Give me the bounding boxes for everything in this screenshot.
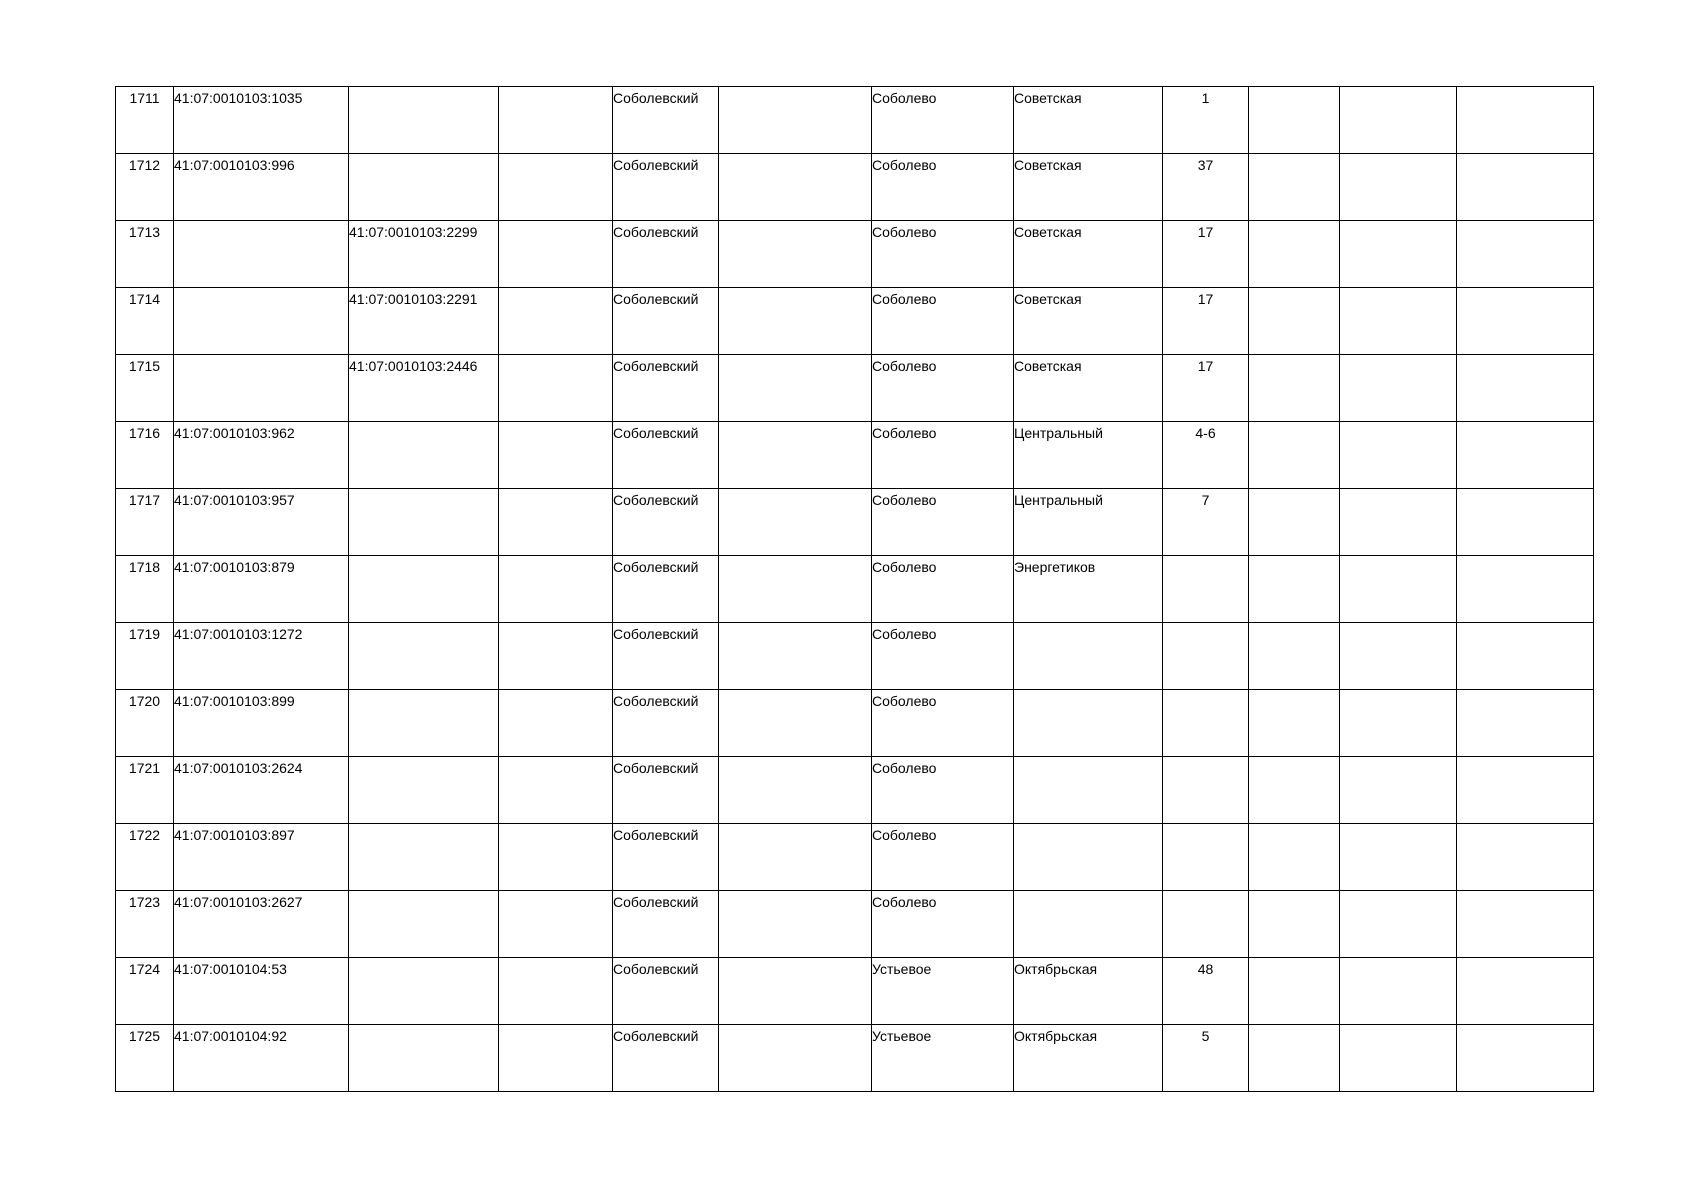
- empty-cell: [499, 154, 613, 221]
- empty-cell: [1457, 556, 1594, 623]
- settlement-cell: [872, 489, 1014, 556]
- district-cell: [613, 87, 719, 154]
- row-number-text: 1715: [128, 358, 161, 374]
- street-cell: [1014, 958, 1163, 1025]
- cadastral-number-building: [349, 489, 499, 556]
- table-row: [116, 757, 1594, 824]
- empty-cell: [1457, 891, 1594, 958]
- cadastral-number: [174, 556, 349, 623]
- district-cell-text: Соболевский: [613, 90, 699, 106]
- table-row: [116, 958, 1594, 1025]
- house-number-cell: [1163, 757, 1249, 824]
- cadastral-number-text: 41:07:0010103:962: [174, 425, 295, 441]
- house-number-cell-text: 37: [1197, 157, 1214, 173]
- empty-cell: [1340, 824, 1457, 891]
- cadastral-number-building: [349, 623, 499, 690]
- district-cell: [613, 757, 719, 824]
- empty-cell: [719, 824, 872, 891]
- cadastral-number-building: [349, 891, 499, 958]
- settlement-cell-text: Соболево: [872, 358, 937, 374]
- table-row: [116, 489, 1594, 556]
- empty-cell: [499, 623, 613, 690]
- street-cell: [1014, 87, 1163, 154]
- settlement-cell-text: Устьевое: [872, 961, 932, 977]
- cadastral-number-text: 41:07:0010104:53: [174, 961, 287, 977]
- empty-cell: [1457, 623, 1594, 690]
- row-number-text: 1716: [128, 425, 161, 441]
- table-row: [116, 824, 1594, 891]
- settlement-cell: [872, 757, 1014, 824]
- row-number-text: 1722: [128, 827, 161, 843]
- empty-cell: [499, 489, 613, 556]
- street-cell: [1014, 891, 1163, 958]
- street-cell: [1014, 824, 1163, 891]
- empty-cell: [719, 154, 872, 221]
- cadastral-number-text: 41:07:0010103:1035: [174, 90, 303, 106]
- row-number: [116, 623, 174, 690]
- district-cell: [613, 958, 719, 1025]
- empty-cell: [1249, 757, 1340, 824]
- house-number-cell-text: 1: [1201, 90, 1210, 106]
- cadastral-number-building-text: 41:07:0010103:2446: [349, 358, 478, 374]
- street-cell: [1014, 1025, 1163, 1092]
- cadastral-number-building: [349, 87, 499, 154]
- empty-cell: [1340, 891, 1457, 958]
- settlement-cell: [872, 623, 1014, 690]
- house-number-cell: [1163, 958, 1249, 1025]
- settlement-cell-text: Соболево: [872, 90, 937, 106]
- district-cell: [613, 556, 719, 623]
- table-row: [116, 690, 1594, 757]
- settlement-cell-text: Соболево: [872, 559, 937, 575]
- house-number-cell: [1163, 623, 1249, 690]
- cadastral-number-text: 41:07:0010104:92: [174, 1028, 287, 1044]
- district-cell-text: Соболевский: [613, 693, 699, 709]
- table-row: [116, 154, 1594, 221]
- cadastral-number-building: [349, 422, 499, 489]
- house-number-cell: [1163, 556, 1249, 623]
- cadastral-number: [174, 288, 349, 355]
- empty-cell: [719, 422, 872, 489]
- settlement-cell-text: Соболево: [872, 291, 937, 307]
- row-number: [116, 958, 174, 1025]
- row-number-text: 1719: [128, 626, 161, 642]
- house-number-cell: [1163, 489, 1249, 556]
- district-cell: [613, 690, 719, 757]
- empty-cell: [1249, 891, 1340, 958]
- empty-cell: [1457, 355, 1594, 422]
- empty-cell: [499, 757, 613, 824]
- empty-cell: [1249, 623, 1340, 690]
- table-row: [116, 221, 1594, 288]
- settlement-cell: [872, 891, 1014, 958]
- house-number-cell: [1163, 690, 1249, 757]
- empty-cell: [499, 221, 613, 288]
- empty-cell: [1340, 690, 1457, 757]
- cadastral-number-building: [349, 824, 499, 891]
- empty-cell: [719, 489, 872, 556]
- house-number-cell: [1163, 87, 1249, 154]
- house-number-cell-text: 7: [1201, 492, 1210, 508]
- row-number-text: 1717: [128, 492, 161, 508]
- district-cell: [613, 221, 719, 288]
- empty-cell: [1340, 355, 1457, 422]
- district-cell-text: Соболевский: [613, 425, 699, 441]
- row-number-text: 1721: [128, 760, 161, 776]
- street-cell-text: Советская: [1014, 90, 1082, 106]
- street-cell-text: Советская: [1014, 358, 1082, 374]
- cadastral-number: [174, 422, 349, 489]
- empty-cell: [1340, 489, 1457, 556]
- street-cell-text: Октябрьская: [1014, 1028, 1098, 1044]
- row-number-text: 1714: [128, 291, 161, 307]
- district-cell: [613, 623, 719, 690]
- cadastral-number: [174, 87, 349, 154]
- cadastral-number-building: [349, 355, 499, 422]
- empty-cell: [1457, 489, 1594, 556]
- settlement-cell-text: Соболево: [872, 760, 937, 776]
- empty-cell: [719, 690, 872, 757]
- row-number: [116, 221, 174, 288]
- settlement-cell: [872, 958, 1014, 1025]
- empty-cell: [499, 824, 613, 891]
- district-cell-text: Соболевский: [613, 291, 699, 307]
- street-cell-text: Советская: [1014, 157, 1082, 173]
- cadastral-number: [174, 154, 349, 221]
- district-cell-text: Соболевский: [613, 760, 699, 776]
- empty-cell: [1340, 288, 1457, 355]
- row-number: [116, 422, 174, 489]
- house-number-cell: [1163, 154, 1249, 221]
- empty-cell: [1249, 489, 1340, 556]
- cadastral-number-building: [349, 958, 499, 1025]
- empty-cell: [1457, 422, 1594, 489]
- settlement-cell-text: Соболево: [872, 157, 937, 173]
- settlement-cell: [872, 288, 1014, 355]
- table-row: [116, 288, 1594, 355]
- settlement-cell: [872, 556, 1014, 623]
- empty-cell: [1249, 690, 1340, 757]
- settlement-cell-text: Соболево: [872, 827, 937, 843]
- street-cell: [1014, 288, 1163, 355]
- empty-cell: [719, 1025, 872, 1092]
- registry-table: [115, 86, 1594, 1092]
- cadastral-number-building: [349, 1025, 499, 1092]
- house-number-cell: [1163, 422, 1249, 489]
- registry-body: [116, 87, 1594, 1092]
- street-cell: [1014, 154, 1163, 221]
- district-cell: [613, 891, 719, 958]
- empty-cell: [1340, 1025, 1457, 1092]
- empty-cell: [1457, 1025, 1594, 1092]
- empty-cell: [1249, 355, 1340, 422]
- empty-cell: [499, 355, 613, 422]
- empty-cell: [1457, 958, 1594, 1025]
- cadastral-number-building: [349, 288, 499, 355]
- cadastral-number-text: 41:07:0010103:899: [174, 693, 295, 709]
- empty-cell: [719, 556, 872, 623]
- table-row: [116, 355, 1594, 422]
- settlement-cell-text: Соболево: [872, 492, 937, 508]
- cadastral-number: [174, 824, 349, 891]
- table-row: [116, 422, 1594, 489]
- district-cell-text: Соболевский: [613, 492, 699, 508]
- empty-cell: [719, 891, 872, 958]
- row-number-text: 1718: [128, 559, 161, 575]
- empty-cell: [1249, 422, 1340, 489]
- row-number: [116, 891, 174, 958]
- house-number-cell: [1163, 221, 1249, 288]
- house-number-cell-text: 17: [1197, 358, 1214, 374]
- house-number-cell-text: 48: [1197, 961, 1214, 977]
- street-cell: [1014, 623, 1163, 690]
- district-cell: [613, 1025, 719, 1092]
- row-number: [116, 824, 174, 891]
- street-cell: [1014, 489, 1163, 556]
- settlement-cell-text: Устьевое: [872, 1028, 932, 1044]
- empty-cell: [1457, 221, 1594, 288]
- settlement-cell: [872, 154, 1014, 221]
- district-cell: [613, 288, 719, 355]
- cadastral-number-text: 41:07:0010103:2624: [174, 760, 303, 776]
- cadastral-number: [174, 489, 349, 556]
- district-cell-text: Соболевский: [613, 961, 699, 977]
- empty-cell: [1249, 288, 1340, 355]
- empty-cell: [719, 623, 872, 690]
- empty-cell: [1249, 154, 1340, 221]
- row-number: [116, 757, 174, 824]
- row-number-text: 1725: [128, 1028, 161, 1044]
- street-cell-text: Советская: [1014, 224, 1082, 240]
- district-cell-text: Соболевский: [613, 827, 699, 843]
- cadastral-number: [174, 623, 349, 690]
- empty-cell: [499, 422, 613, 489]
- empty-cell: [499, 288, 613, 355]
- empty-cell: [1457, 154, 1594, 221]
- cadastral-number-text: 41:07:0010103:1272: [174, 626, 303, 642]
- district-cell-text: Соболевский: [613, 157, 699, 173]
- cadastral-number-building: [349, 556, 499, 623]
- cadastral-number: [174, 221, 349, 288]
- street-cell-text: Центральный: [1014, 425, 1103, 441]
- row-number-text: 1712: [128, 157, 161, 173]
- empty-cell: [1457, 288, 1594, 355]
- row-number: [116, 87, 174, 154]
- cadastral-number-building-text: 41:07:0010103:2291: [349, 291, 478, 307]
- row-number: [116, 154, 174, 221]
- row-number: [116, 288, 174, 355]
- empty-cell: [1340, 958, 1457, 1025]
- district-cell: [613, 154, 719, 221]
- row-number-text: 1713: [128, 224, 161, 240]
- settlement-cell: [872, 824, 1014, 891]
- street-cell: [1014, 690, 1163, 757]
- empty-cell: [1340, 154, 1457, 221]
- empty-cell: [499, 87, 613, 154]
- settlement-cell: [872, 87, 1014, 154]
- district-cell: [613, 824, 719, 891]
- district-cell: [613, 489, 719, 556]
- house-number-cell: [1163, 824, 1249, 891]
- street-cell-text: Энергетиков: [1014, 559, 1096, 575]
- house-number-cell: [1163, 355, 1249, 422]
- cadastral-number-building: [349, 690, 499, 757]
- empty-cell: [719, 355, 872, 422]
- row-number-text: 1711: [129, 90, 160, 106]
- cadastral-number: [174, 1025, 349, 1092]
- settlement-cell: [872, 422, 1014, 489]
- empty-cell: [1340, 757, 1457, 824]
- row-number: [116, 355, 174, 422]
- cadastral-number-text: 41:07:0010103:897: [174, 827, 295, 843]
- district-cell-text: Соболевский: [613, 358, 699, 374]
- cadastral-number-text: 41:07:0010103:879: [174, 559, 295, 575]
- empty-cell: [1340, 556, 1457, 623]
- cadastral-number: [174, 958, 349, 1025]
- empty-cell: [719, 757, 872, 824]
- district-cell-text: Соболевский: [613, 894, 699, 910]
- cadastral-number: [174, 690, 349, 757]
- table-row: [116, 1025, 1594, 1092]
- cadastral-number-building: [349, 221, 499, 288]
- empty-cell: [1249, 556, 1340, 623]
- cadastral-number-building-text: 41:07:0010103:2299: [349, 224, 478, 240]
- cadastral-number: [174, 355, 349, 422]
- district-cell-text: Соболевский: [613, 1028, 699, 1044]
- empty-cell: [499, 556, 613, 623]
- empty-cell: [1249, 958, 1340, 1025]
- row-number: [116, 556, 174, 623]
- cadastral-number-building: [349, 154, 499, 221]
- table-row: [116, 556, 1594, 623]
- empty-cell: [499, 690, 613, 757]
- row-number-text: 1723: [128, 894, 161, 910]
- house-number-cell-text: 5: [1201, 1028, 1210, 1044]
- cadastral-number: [174, 757, 349, 824]
- settlement-cell-text: Соболево: [872, 224, 937, 240]
- row-number-text: 1720: [128, 693, 161, 709]
- cadastral-number-text: 41:07:0010103:957: [174, 492, 295, 508]
- table-row: [116, 891, 1594, 958]
- street-cell: [1014, 221, 1163, 288]
- empty-cell: [719, 87, 872, 154]
- house-number-cell-text: 17: [1197, 291, 1214, 307]
- empty-cell: [1457, 87, 1594, 154]
- empty-cell: [1340, 422, 1457, 489]
- empty-cell: [719, 958, 872, 1025]
- row-number-text: 1724: [128, 961, 161, 977]
- table-row: [116, 87, 1594, 154]
- cadastral-number: [174, 891, 349, 958]
- empty-cell: [1457, 757, 1594, 824]
- district-cell: [613, 422, 719, 489]
- district-cell-text: Соболевский: [613, 626, 699, 642]
- house-number-cell: [1163, 288, 1249, 355]
- empty-cell: [499, 891, 613, 958]
- house-number-cell-text: 17: [1197, 224, 1214, 240]
- cadastral-number-building: [349, 757, 499, 824]
- district-cell: [613, 355, 719, 422]
- settlement-cell-text: Соболево: [872, 693, 937, 709]
- street-cell: [1014, 422, 1163, 489]
- street-cell: [1014, 757, 1163, 824]
- empty-cell: [1340, 87, 1457, 154]
- settlement-cell-text: Соболево: [872, 626, 937, 642]
- street-cell: [1014, 556, 1163, 623]
- street-cell-text: Советская: [1014, 291, 1082, 307]
- settlement-cell-text: Соболево: [872, 425, 937, 441]
- empty-cell: [1457, 690, 1594, 757]
- settlement-cell: [872, 1025, 1014, 1092]
- row-number: [116, 1025, 174, 1092]
- empty-cell: [1457, 824, 1594, 891]
- street-cell-text: Октябрьская: [1014, 961, 1098, 977]
- house-number-cell: [1163, 891, 1249, 958]
- street-cell: [1014, 355, 1163, 422]
- row-number: [116, 690, 174, 757]
- settlement-cell: [872, 690, 1014, 757]
- house-number-cell: [1163, 1025, 1249, 1092]
- settlement-cell-text: Соболево: [872, 894, 937, 910]
- row-number: [116, 489, 174, 556]
- empty-cell: [719, 221, 872, 288]
- empty-cell: [499, 958, 613, 1025]
- cadastral-number-text: 41:07:0010103:2627: [174, 894, 303, 910]
- settlement-cell: [872, 355, 1014, 422]
- empty-cell: [1249, 87, 1340, 154]
- empty-cell: [1249, 1025, 1340, 1092]
- house-number-cell-text: 4-6: [1195, 425, 1216, 441]
- cadastral-number-text: 41:07:0010103:996: [174, 157, 295, 173]
- settlement-cell: [872, 221, 1014, 288]
- table-row: [116, 623, 1594, 690]
- empty-cell: [1249, 221, 1340, 288]
- empty-cell: [719, 288, 872, 355]
- empty-cell: [1340, 221, 1457, 288]
- empty-cell: [1340, 623, 1457, 690]
- district-cell-text: Соболевский: [613, 559, 699, 575]
- street-cell-text: Центральный: [1014, 492, 1103, 508]
- empty-cell: [1249, 824, 1340, 891]
- district-cell-text: Соболевский: [613, 224, 699, 240]
- empty-cell: [499, 1025, 613, 1092]
